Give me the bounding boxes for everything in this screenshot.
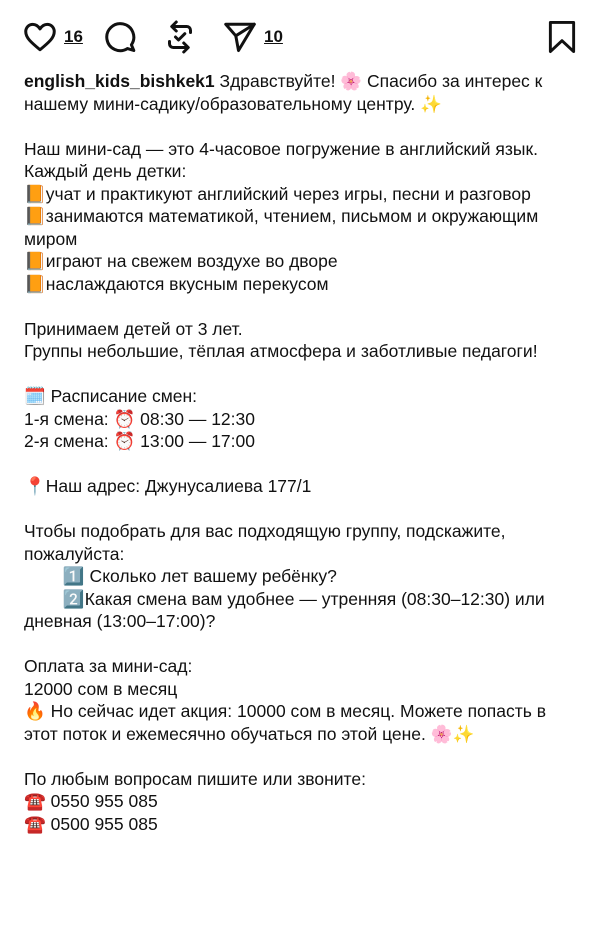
speech-bubble-icon (102, 19, 138, 55)
repost-arrows-icon (162, 19, 198, 55)
like-count[interactable]: 16 (64, 27, 83, 46)
bookmark-icon (546, 19, 578, 55)
paper-plane-icon (222, 19, 258, 55)
post-action-bar (22, 18, 578, 56)
post-caption (24, 70, 584, 835)
share-button[interactable] (222, 18, 283, 56)
share-count[interactable]: 10 (264, 27, 283, 46)
repost-button[interactable] (162, 18, 198, 56)
comment-button[interactable] (102, 18, 138, 56)
author-username[interactable]: english_kids_bishkek1 (24, 71, 215, 91)
heart-outline-icon (22, 19, 58, 55)
save-button[interactable] (546, 18, 578, 56)
like-button[interactable] (22, 18, 83, 56)
caption-text: Здравствуйте! 🌸 Спасибо за интерес к нашему мини-садику/образовательному центру. ✨ Наш мини-сад — это 4-часовое погружение в английский язык. Каждый день детки: 📙учат и практикуют английский через игры, песни и разговор 📙занимаются математикой, чтением, письмом и окружающим миром 📙играют на свежем воздухе во дворе 📙наслаждаются вкусным перекусом Принимаем детей от 3 лет. Группы небольшие, тёплая атмосфера и заботливые педагоги! 🗓️ Расписание смен: 1-я смена: ⏰ 08:30 — 12:30 2-я смена: ⏰ 13:00 — 17:00 📍Наш адрес: Джунусалиева 177/1 Чтобы подобрать для вас подходящую группу, подскажите, пожалуйста: 1️⃣ Сколько лет вашему ребёнку? 2️⃣Какая смена вам удобнее — утренняя (08:30–12:30) или дневная (13:00–17:00)? Оплата за мини-сад: 12000 сом в месяц 🔥 Но сейчас идет акция: 10000 сом в месяц. Можете попасть в этот поток и ежемесячно обучаться по этой цене. 🌸✨ По любым вопросам пишите или звоните: ☎️ 0550 955 085 ☎️ 0500 955 085 (24, 71, 547, 834)
